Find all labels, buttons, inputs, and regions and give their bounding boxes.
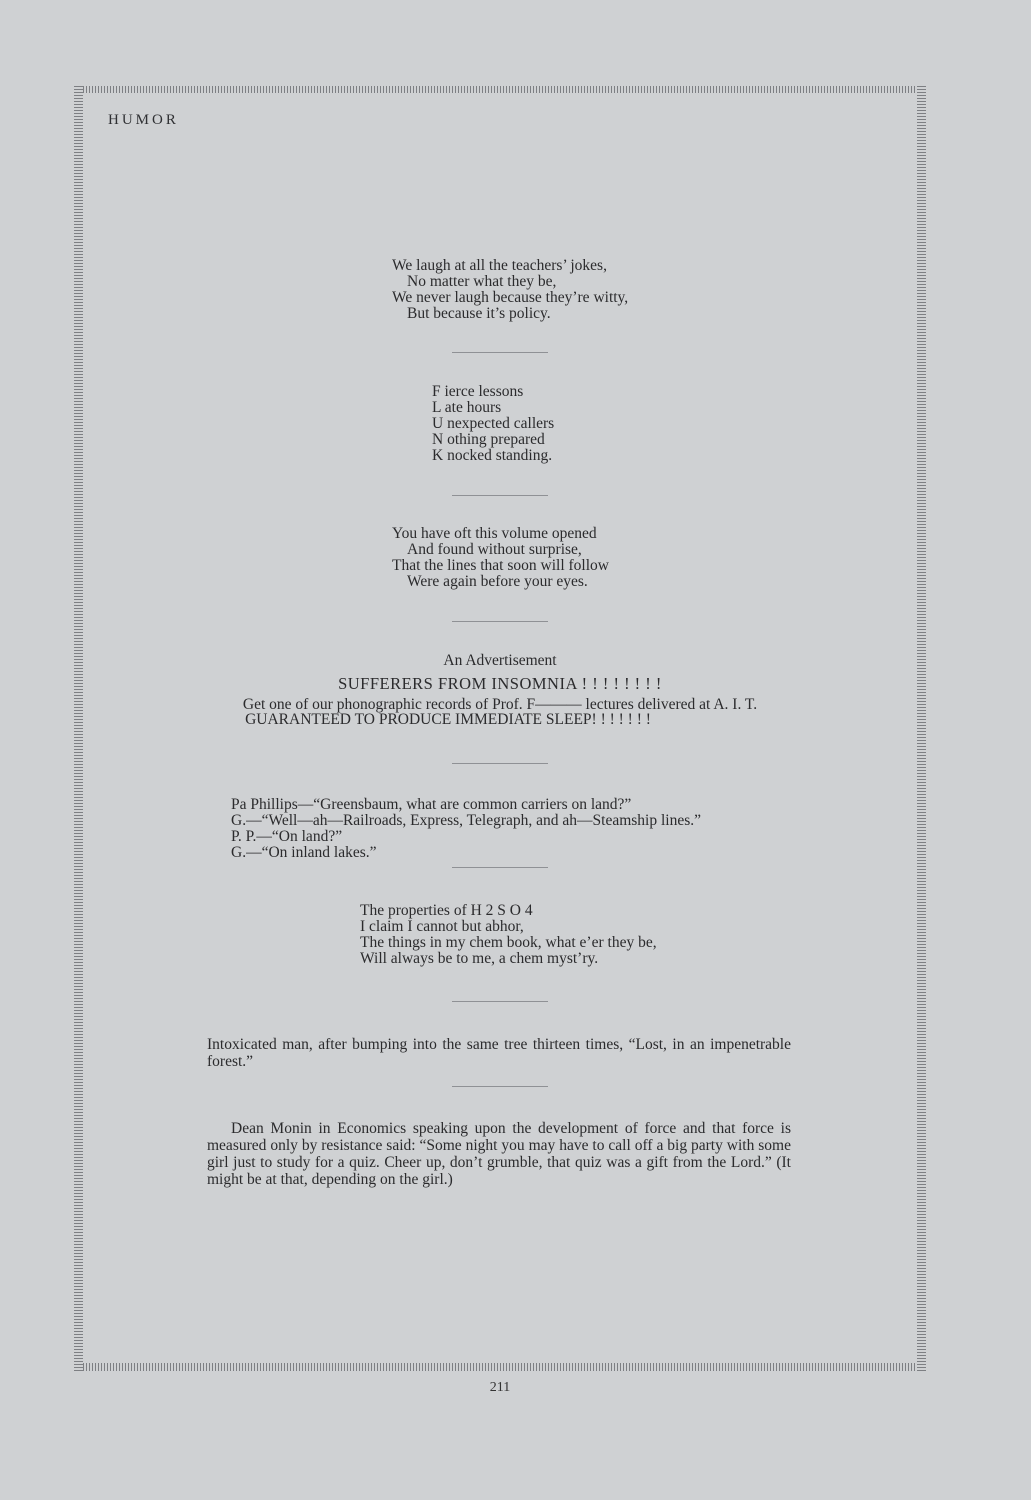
poem4-line-2: I claim I cannot but abhor, xyxy=(360,918,524,935)
dialogue-line-4: G.—“On inland lakes.” xyxy=(231,844,377,861)
advertisement-guarantee: GUARANTEED TO PRODUCE IMMEDIATE SLEEP! ! ! ! ! ! ! xyxy=(245,711,651,728)
section-title: HUMOR xyxy=(108,112,179,128)
page-number: 211 xyxy=(489,1380,511,1395)
poem3-line-2: And found without surprise, xyxy=(407,541,582,558)
divider-6 xyxy=(452,1001,548,1002)
poem3-line-3: That the lines that soon will follow xyxy=(392,557,609,574)
joke-intoxicated-man: Intoxicated man, after bumping into the same tree thirteen times, “Lost, in an impenetrable forest.” xyxy=(207,1036,791,1070)
poem1-line-3: We never laugh because they’re witty, xyxy=(392,289,629,306)
poem2-line-1: F ierce lessons xyxy=(432,383,524,400)
poem2-line-3: U nexpected callers xyxy=(432,415,555,432)
divider-5 xyxy=(452,867,548,868)
joke-dean-monin: Dean Monin in Economics speaking upon the development of force and that force is measured only by resistance said: “Some night you may have to call off a big party with some girl just to study for a quiz. Cheer up, don’t grumble, that quiz was a gift from the Lord.” (It might be at that, depending on the girl.) xyxy=(207,1120,791,1188)
border-top xyxy=(74,86,926,93)
poem4-line-4: Will always be to me, a chem myst’ry. xyxy=(360,950,599,967)
poem3-line-4: Were again before your eyes. xyxy=(407,573,588,590)
poem4-line-3: The things in my chem book, what e’er they be, xyxy=(360,934,657,951)
dialogue-line-2: G.—“Well—ah—Railroads, Express, Telegraph, and ah—Steamship lines.” xyxy=(231,812,702,829)
divider-1 xyxy=(452,352,548,353)
poem2-line-2: L ate hours xyxy=(432,399,502,416)
poem4-line-1: The properties of H 2 S O 4 xyxy=(360,902,533,919)
dialogue-line-3: P. P.—“On land?” xyxy=(231,828,343,845)
border-right xyxy=(917,86,926,1372)
border-bottom xyxy=(74,1363,926,1371)
border-left xyxy=(74,86,83,1372)
dialogue-line-1: Pa Phillips—“Greensbaum, what are common carriers on land?” xyxy=(231,796,632,813)
divider-3 xyxy=(452,621,548,622)
advertisement-headline: SUFFERERS FROM INSOMNIA ! ! ! ! ! ! ! ! xyxy=(338,674,662,693)
poem1-line-1: We laugh at all the teachers’ jokes, xyxy=(392,257,607,274)
poem1-line-4: But because it’s policy. xyxy=(407,305,551,322)
divider-7 xyxy=(452,1086,548,1087)
advertisement-heading: An Advertisement xyxy=(443,652,557,669)
divider-4 xyxy=(452,763,548,764)
poem2-line-4: N othing prepared xyxy=(432,431,545,448)
poem3-line-1: You have oft this volume opened xyxy=(392,525,597,542)
divider-2 xyxy=(452,495,548,496)
poem1-line-2: No matter what they be, xyxy=(407,273,557,290)
advertisement-body: Get one of our phonographic records of Prof. F——— lectures delivered at A. I. T. xyxy=(242,696,758,713)
poem2-line-5: K nocked standing. xyxy=(432,447,553,464)
